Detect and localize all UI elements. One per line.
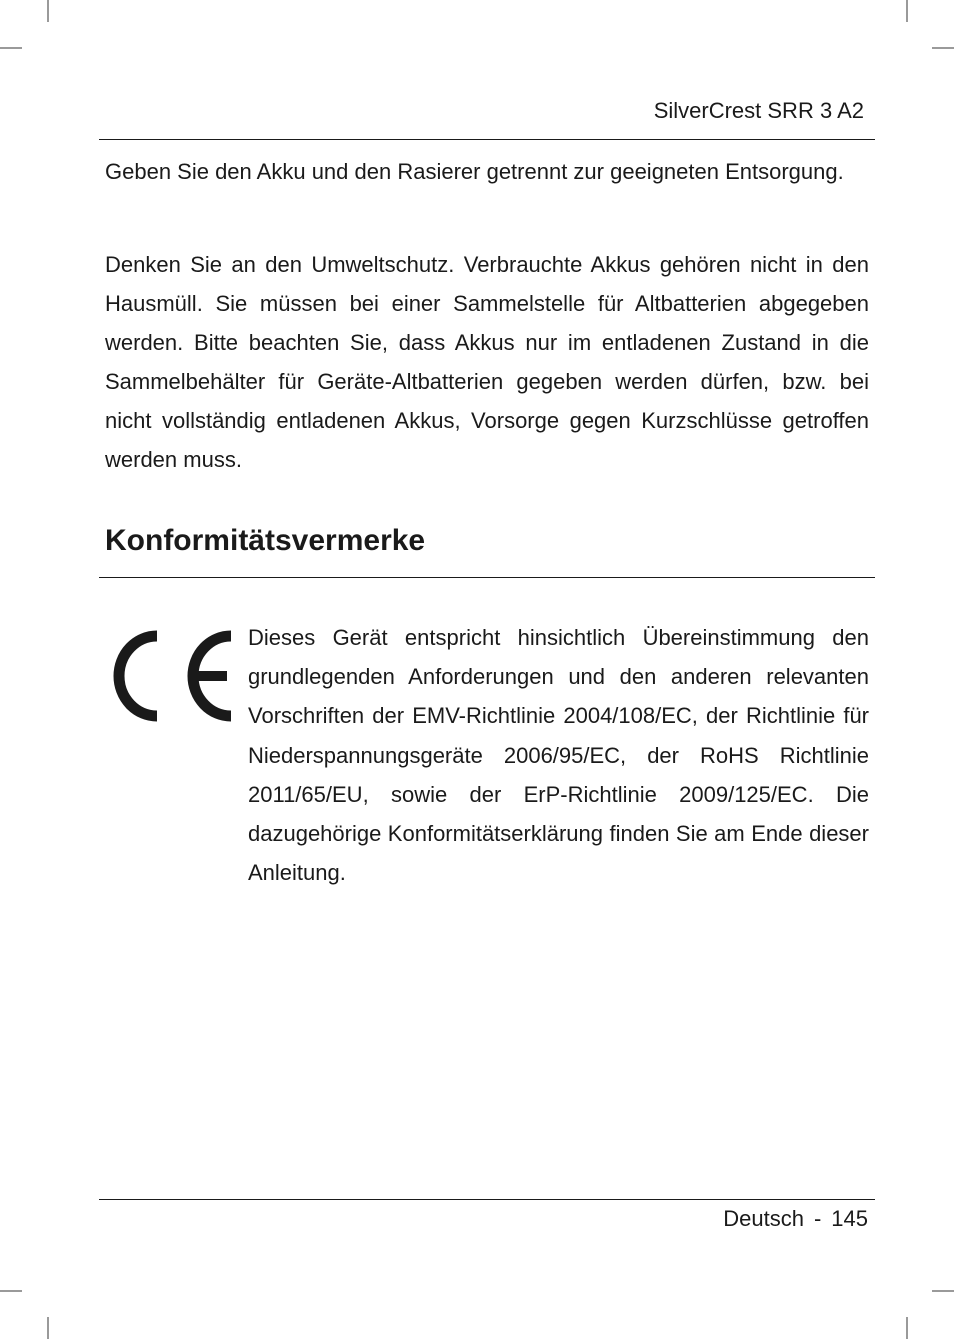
crop-mark [906, 0, 908, 22]
header-rule [99, 139, 875, 140]
page-number: 145 [831, 1206, 868, 1231]
running-header: SilverCrest SRR 3 A2 [653, 98, 864, 123]
crop-mark [906, 1317, 908, 1339]
crop-mark [932, 1290, 954, 1292]
footer-separator: - [813, 1206, 822, 1231]
conformity-statement: Dieses Gerät entspricht hinsichtlich Übereinstimmung den grundlegenden Anforderungen und den anderen relevanten Vorschriften der EMV-Richtlinie 2004/108/EC, der Richtlinie für Niederspannungsgeräte 2006/95/EC, der RoHS Richtlinie 2011/65/EU, sowie der ErP-Richtlinie 2009/125/EC. Die dazugehörige Konformitätserklärung finden Sie am Ende dieser Anleitung. [248, 625, 869, 886]
crop-mark [0, 1290, 22, 1292]
page-footer [723, 1206, 868, 1232]
crop-mark [47, 1317, 49, 1339]
footer-rule [99, 1199, 875, 1200]
crop-mark [47, 0, 49, 22]
section-title: Konformitätsvermerke [105, 524, 426, 557]
crop-mark [932, 47, 954, 49]
ce-mark-icon [107, 630, 237, 722]
paragraph-disposal: Geben Sie den Akku und den Rasierer getrennt zur geeigneten Entsorgung. [105, 159, 844, 184]
footer-language: Deutsch [723, 1206, 804, 1231]
section-rule [99, 577, 875, 578]
crop-mark [0, 47, 22, 49]
paragraph-environment: Denken Sie an den Umweltschutz. Verbrauchte Akkus gehören nicht in den Hausmüll. Sie müssen bei einer Sammelstelle für Altbatterien abgegeben werden. Bitte beachten Sie, dass Akkus nur im entladenen Zustand in die Sammelbehälter für Geräte-Altbatterien gegeben werden dürfen, bzw. bei nicht vollständig entladenen Akkus, Vorsorge gegen Kurzschlüsse getroffen werden muss. [105, 252, 869, 472]
